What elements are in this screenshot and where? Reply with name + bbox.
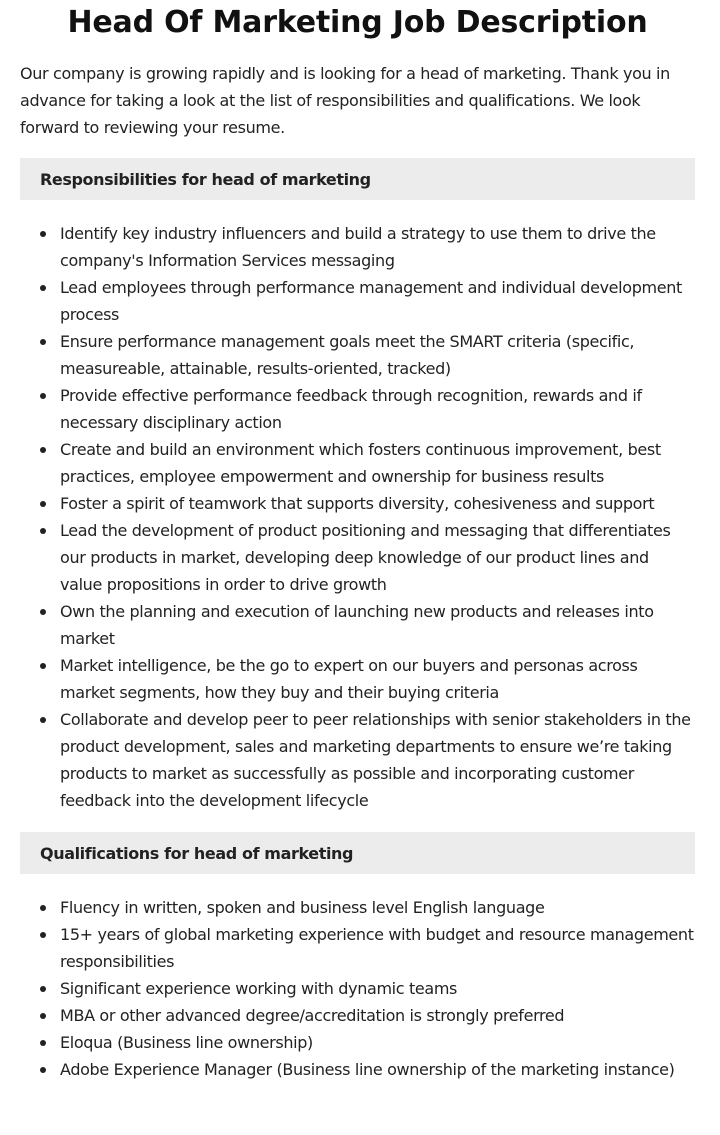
list-item xyxy=(20,706,695,814)
bullet-icon xyxy=(40,905,46,911)
list-item-text: Market intelligence, be the go to expert on our buyers and personas across market segments, how they buy and their buying criteria xyxy=(60,656,638,702)
list-item xyxy=(20,220,695,274)
bullet-icon xyxy=(40,717,46,723)
list-item-text: Lead the development of product positioning and messaging that differentiates our products in market, developing deep knowledge of our product lines and value propositions in order to drive growth xyxy=(60,521,671,594)
list-item-text: Adobe Experience Manager (Business line ownership of the marketing instance) xyxy=(60,1060,675,1079)
bullet-icon xyxy=(40,1040,46,1046)
bullet-icon xyxy=(40,447,46,453)
intro-paragraph: Our company is growing rapidly and is looking for a head of marketing. Thank you in advance for taking a look at the list of responsibilities and qualifications. We look forward to reviewing your resume. xyxy=(20,64,670,137)
list-item-text: Lead employees through performance management and individual development process xyxy=(60,278,682,324)
qualifications-header xyxy=(20,832,695,874)
list-item xyxy=(20,894,695,921)
responsibilities-heading: Responsibilities for head of marketing xyxy=(40,169,371,189)
list-item xyxy=(20,1056,695,1083)
list-item xyxy=(20,274,695,328)
responsibilities-list xyxy=(20,220,695,814)
list-item xyxy=(20,436,695,490)
list-item-text: Significant experience working with dynamic teams xyxy=(60,979,458,998)
list-item-text: Fluency in written, spoken and business level English language xyxy=(60,898,545,917)
list-item xyxy=(20,382,695,436)
bullet-icon xyxy=(40,932,46,938)
list-item-text: Provide effective performance feedback through recognition, rewards and if necessary disciplinary action xyxy=(60,386,642,432)
list-item-text: 15+ years of global marketing experience with budget and resource management responsibilities xyxy=(60,925,694,971)
bullet-icon xyxy=(40,501,46,507)
list-item xyxy=(20,598,695,652)
list-item xyxy=(20,328,695,382)
bullet-icon xyxy=(40,1067,46,1073)
bullet-icon xyxy=(40,663,46,669)
bullet-icon xyxy=(40,231,46,237)
bullet-icon xyxy=(40,986,46,992)
list-item xyxy=(20,517,695,598)
bullet-icon xyxy=(40,393,46,399)
list-item-text: Eloqua (Business line ownership) xyxy=(60,1033,313,1052)
list-item xyxy=(20,921,695,975)
page-title: Head Of Marketing Job Description xyxy=(67,5,648,40)
bullet-icon xyxy=(40,609,46,615)
bullet-icon xyxy=(40,528,46,534)
list-item-text: Own the planning and execution of launching new products and releases into market xyxy=(60,602,654,648)
list-item-text: MBA or other advanced degree/accreditation is strongly preferred xyxy=(60,1006,565,1025)
list-item xyxy=(20,975,695,1002)
list-item xyxy=(20,652,695,706)
list-item xyxy=(20,1002,695,1029)
list-item xyxy=(20,490,695,517)
bullet-icon xyxy=(40,285,46,291)
responsibilities-header xyxy=(20,158,695,200)
list-item-text: Create and build an environment which fosters continuous improvement, best practices, employee empowerment and ownership for business results xyxy=(60,440,661,486)
list-item-text: Foster a spirit of teamwork that supports diversity, cohesiveness and support xyxy=(60,494,655,513)
bullet-icon xyxy=(40,339,46,345)
qualifications-list xyxy=(20,894,695,1083)
list-item xyxy=(20,1029,695,1056)
list-item-text: Identify key industry influencers and build a strategy to use them to drive the company's Information Services messaging xyxy=(60,224,656,270)
list-item-text: Ensure performance management goals meet the SMART criteria (specific, measureable, attainable, results-oriented, tracked) xyxy=(60,332,635,378)
bullet-icon xyxy=(40,1013,46,1019)
list-item-text: Collaborate and develop peer to peer relationships with senior stakeholders in the product development, sales and marketing departments to ensure we’re taking products to market as successfully as possible and incorporating customer feedback into the development lifecycle xyxy=(60,710,691,810)
qualifications-heading: Qualifications for head of marketing xyxy=(40,843,354,863)
